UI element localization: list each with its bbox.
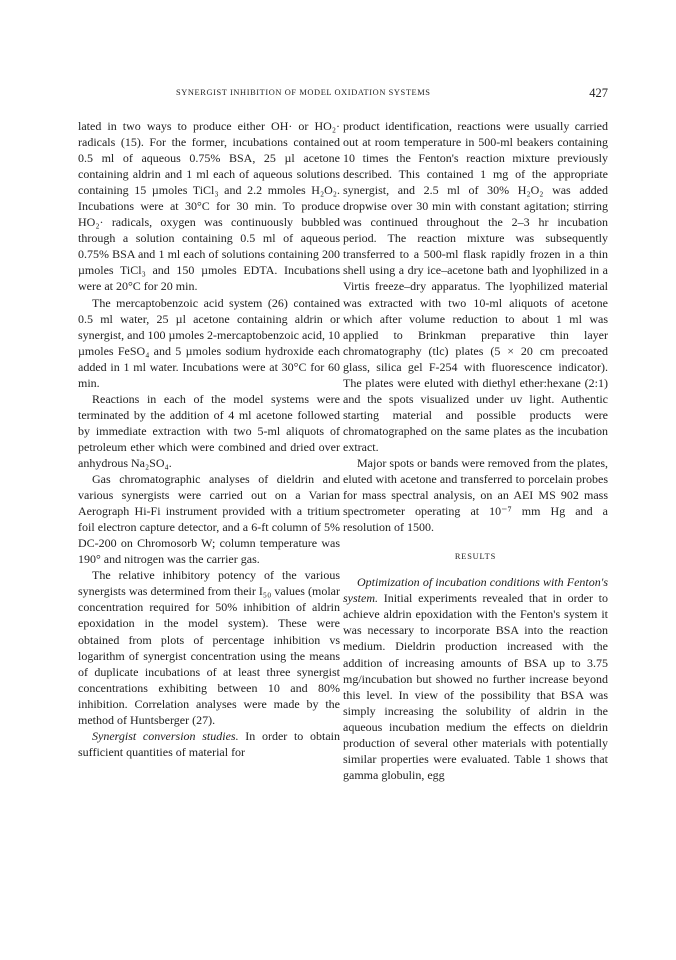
page-number: 427: [589, 86, 608, 100]
paragraph: Reactions in each of the model systems were terminated by the addition of 4 ml acetone followed by immediate extraction with two 5-ml aliquots of petroleum ether which were combined and dried over anhydrous Na₂SO₄.: [78, 391, 340, 470]
paragraph-text: In order to obtain sufficient quantities of material for: [78, 728, 340, 759]
paragraph: The relative inhibitory potency of the various synergists was determined from their I₅₀ values (molar concentration required for 50% inhibition of aldrin epoxidation in the model system). These were obtained from plots of percentage inhibition vs logarithm of synergist concentration using the means of duplicate incubations of at least three synergist concentrations exhibiting between 10 and 80% inhibition. Correlation analyses were made by the method of Huntsberger (27).: [78, 568, 340, 727]
paragraph: lated in two ways to produce either OH· or HO₂· radicals (15). For the former, incubations contained 0.5 ml of aqueous 0.75% BSA, 25 µl acetone containing aldrin and 1 ml each of aqueous solutions containing 15 µmoles TiCl₃ and 2.2 mmoles H₂O₂. Incubations were at 30°C for 30 min. To produce HO₂· radicals, oxygen was continuously bubbled through a solution containing 0.5 ml of aqueous 0.75% BSA and 1 ml each of solutions containing 200 µmoles TiCl₃ and 150 µmoles EDTA. Incubations were at 20°C for 20 min.: [78, 119, 340, 294]
paragraph: [78, 728, 340, 760]
run-in-heading: Optimization of incubation conditions with Fenton's system.: [343, 575, 608, 606]
paragraph-text: Initial experiments revealed that in order to achieve aldrin epoxidation with the Fenton's system it was necessary to incorporate BSA into the reaction medium. Dieldrin production increased with the addition of increasing amounts of BSA up to 3.75 mg/incubation but showed no further increase beyond this level. In view of the possibility that BSA was simply increasing the solubility of aldrin in the aqueous incubation medium the effects on dieldrin production of several other materials with potentially similar properties were evaluated. Table 1 shows that gamma globulin, egg: [343, 591, 608, 782]
paragraph: product identification, reactions were usually carried out at room temperature in 500-ml beakers containing 10 times the Fenton's reaction mixture previously described. This contained 1 mg of the appropriate synergist, and 2.5 ml of 30% H₂O₂ was added dropwise over 30 min with constant agitation; stirring was continued throughout the 2–3 hr incubation period. The reaction mixture was subsequently transferred to a 500-ml flask rapidly frozen in a thin shell using a dry ice–acetone bath and lyophilized in a Virtis freeze–dry apparatus. The lyophilized material was extracted with two 10-ml aliquots of acetone which after volume reduction to about 1 ml was applied to Brinkman preparative thin layer chromatography (tlc) plates (5 × 20 cm precoated glass, silica gel F-254 with fluorescence indicator). The plates were eluted with diethyl ether:hexane (2:1) and the spots visualized under uv light. Authentic starting material and possible products were chromatographed on the same plates as the incubation extract.: [343, 119, 608, 454]
paragraph: Major spots or bands were removed from the plates, eluted with acetone and transferred to porcelain probes for mass spectral analysis, on an AEI MS 902 mass spectrometer operating at 10⁻⁷ mm Hg and a resolution of 1500.: [343, 455, 608, 535]
paragraph: Gas chromatographic analyses of dieldrin and various synergists were carried out on a Varian Aerograph Hi-Fi instrument provided with a tritium foil electron capture detector, and a 6-ft column of 5% DC-200 on Chromosorb W; column temperature was 190° and nitrogen was the carrier gas.: [78, 472, 340, 567]
running-head: SYNERGIST INHIBITION OF MODEL OXIDATION SYSTEMS: [176, 88, 431, 97]
right-column: [343, 118, 608, 783]
left-column: [78, 118, 340, 760]
paragraph: The mercaptobenzoic acid system (26) contained 0.5 ml water, 25 µl acetone containing aldrin or synergist, and 100 µmoles 2-mercaptobenzoic acid, 10 µmoles FeSO₄ and 5 µmoles sodium hydroxide each added in 1 ml water. Incubations were at 30°C for 60 min.: [78, 295, 340, 390]
paragraph: [343, 574, 608, 783]
page-header: [0, 88, 676, 108]
run-in-heading: Synergist conversion studies.: [92, 728, 239, 743]
section-heading: RESULTS: [454, 552, 497, 562]
